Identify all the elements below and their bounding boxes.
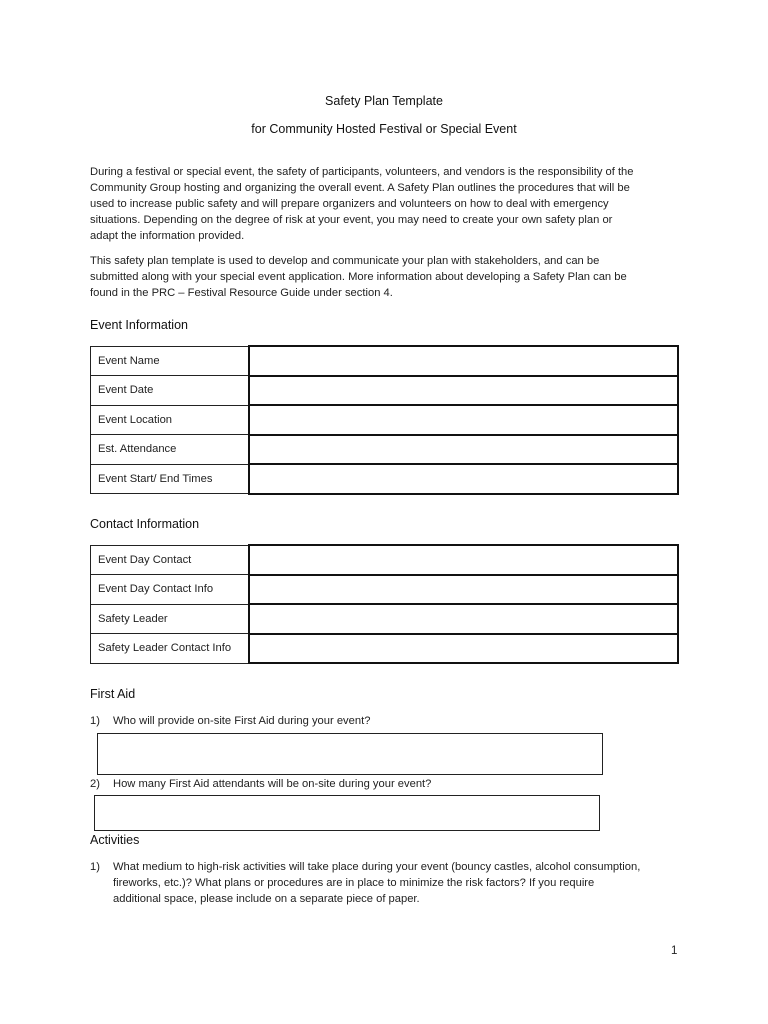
est-attendance-label: Est. Attendance xyxy=(91,435,250,465)
intro-paragraph xyxy=(90,164,690,244)
first-aid-attendants-answer-box[interactable] xyxy=(94,795,600,831)
event-information-heading: Event Information xyxy=(90,318,188,332)
first-aid-heading: First Aid xyxy=(90,687,136,701)
first-aid-provider-answer-box[interactable] xyxy=(97,733,603,775)
activities-heading: Activities xyxy=(90,833,140,847)
event-location-label: Event Location xyxy=(91,405,250,435)
table-row xyxy=(91,575,679,605)
first-aid-question-1 xyxy=(90,713,370,729)
template-info-line: This safety plan template is used to develop and communicate your plan with stakeholders, and can be xyxy=(90,255,600,267)
table-row xyxy=(91,376,679,406)
event-day-contact-info-field[interactable] xyxy=(249,575,678,605)
template-info-line: submitted along with your special event application. More information about developing a Safety Plan can be xyxy=(90,271,627,283)
question-text xyxy=(113,859,688,907)
question-text-line: additional space, please include on a separate piece of paper. xyxy=(113,893,420,905)
table-row xyxy=(91,634,679,664)
safety-leader-label: Safety Leader xyxy=(91,604,250,634)
event-location-field[interactable] xyxy=(249,405,678,435)
intro-line: situations. Depending on the degree of risk at your event, you may need to create your own safety plan or xyxy=(90,214,613,226)
table-row xyxy=(91,346,679,376)
event-times-field[interactable] xyxy=(249,464,678,494)
table-row xyxy=(91,545,679,575)
question-number: 2) xyxy=(90,778,100,790)
intro-line: During a festival or special event, the safety of participants, volunteers, and vendors is the responsibility of the xyxy=(90,166,634,178)
question-text: Who will provide on-site First Aid during your event? xyxy=(113,715,371,727)
template-info-paragraph xyxy=(90,253,690,301)
question-number: 1) xyxy=(90,715,100,727)
intro-line: Community Group hosting and organizing the overall event. A Safety Plan outlines the procedures that will be xyxy=(90,182,630,194)
table-row xyxy=(91,405,679,435)
first-aid-question-2 xyxy=(90,776,431,792)
table-row xyxy=(91,604,679,634)
event-day-contact-info-label: Event Day Contact Info xyxy=(91,575,250,605)
question-number: 1) xyxy=(90,861,100,873)
question-text-line: fireworks, etc.)? What plans or procedures are in place to minimize the risk factors? If you require xyxy=(113,877,595,889)
contact-information-heading: Contact Information xyxy=(90,517,200,531)
question-text: How many First Aid attendants will be on-site during your event? xyxy=(113,778,432,790)
activities-question-1 xyxy=(90,859,690,907)
table-row xyxy=(91,464,679,494)
intro-line: adapt the information provided. xyxy=(90,230,245,242)
event-name-label: Event Name xyxy=(91,346,250,376)
event-date-label: Event Date xyxy=(91,376,250,406)
document-subtitle: for Community Hosted Festival or Special Event xyxy=(251,122,517,136)
event-date-field[interactable] xyxy=(249,376,678,406)
template-info-line: found in the PRC – Festival Resource Guide under section 4. xyxy=(90,287,393,299)
safety-leader-contact-info-field[interactable] xyxy=(249,634,678,664)
safety-leader-field[interactable] xyxy=(249,604,678,634)
document-title: Safety Plan Template xyxy=(325,94,443,108)
contact-information-table xyxy=(90,544,679,664)
safety-leader-contact-info-label: Safety Leader Contact Info xyxy=(91,634,250,664)
event-information-table xyxy=(90,345,679,495)
intro-line: used to increase public safety and will prepare organizers and volunteers on how to deal with emergency xyxy=(90,198,609,210)
question-text-line: What medium to high-risk activities will take place during your event (bouncy castles, alcohol consumption, xyxy=(113,861,641,873)
page-number: 1 xyxy=(671,945,678,957)
est-attendance-field[interactable] xyxy=(249,435,678,465)
event-day-contact-label: Event Day Contact xyxy=(91,545,250,575)
event-times-label: Event Start/ End Times xyxy=(91,464,250,494)
table-row xyxy=(91,435,679,465)
event-day-contact-field[interactable] xyxy=(249,545,678,575)
event-name-field[interactable] xyxy=(249,346,678,376)
